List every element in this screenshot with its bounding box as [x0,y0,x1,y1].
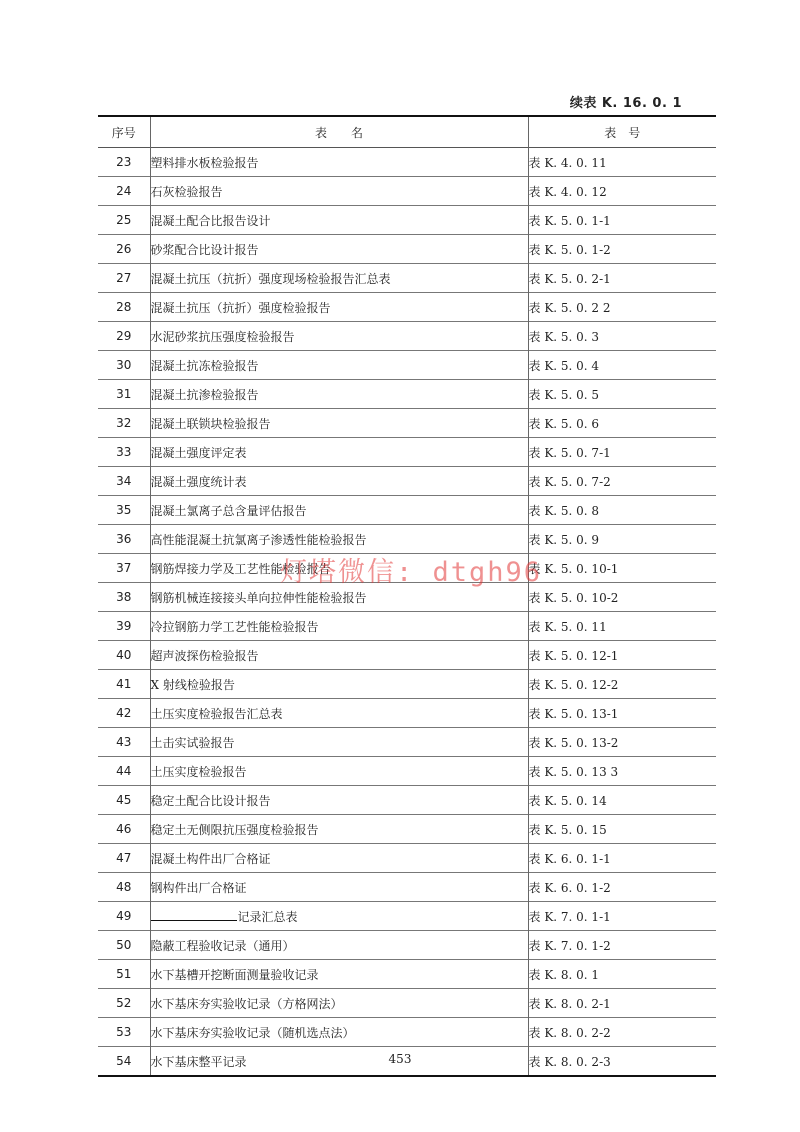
row-name-text: 稳定土无侧限抗压强度检验报告 [150,822,319,837]
row-name [150,699,528,728]
row-code: 表 K. 5. 0. 4 [528,351,716,380]
row-name-text: 土压实度检验报告汇总表 [150,706,283,721]
row-name [150,844,528,873]
row-code: 表 K. 4. 0. 12 [528,177,716,206]
table-row [98,902,716,931]
row-name-text: 钢筋机械连接接头单向拉伸性能检验报告 [150,590,367,605]
row-code: 表 K. 7. 0. 1-1 [528,902,716,931]
row-code: 表 K. 6. 0. 1-2 [528,873,716,902]
row-number: 36 [116,532,132,546]
row-code: 表 K. 5. 0. 11 [528,612,716,641]
row-name-text: 钢筋焊接力学及工艺性能检验报告 [150,561,331,576]
row-number: 46 [116,822,132,836]
row-number: 38 [116,590,132,604]
row-number: 49 [116,909,132,923]
row-name [150,989,528,1018]
table-body [98,148,716,1077]
row-name [150,960,528,989]
table-row [98,496,716,525]
page-number: 453 [388,1052,412,1066]
row-name-text: 混凝土强度评定表 [150,445,247,460]
row-number: 26 [116,242,132,256]
row-name-text: 混凝土氯离子总含量评估报告 [150,503,307,518]
row-code: 表 K. 4. 0. 11 [528,148,716,177]
row-number: 33 [116,445,132,459]
table-row [98,206,716,235]
row-number: 40 [116,648,132,662]
row-number: 53 [116,1025,132,1039]
row-name-text: 混凝土强度统计表 [150,474,247,489]
row-name [150,351,528,380]
row-number: 30 [116,358,132,372]
table-row [98,960,716,989]
row-number: 29 [116,329,132,343]
row-name-text: 水下基床整平记录 [150,1054,247,1069]
row-code: 表 K. 5. 0. 5 [528,380,716,409]
table-row [98,293,716,322]
table-row [98,786,716,815]
table-row [98,148,716,177]
table-row [98,989,716,1018]
row-code: 表 K. 5. 0. 7-2 [528,467,716,496]
row-name-text: 混凝土配合比报告设计 [150,213,271,228]
row-name-text: 水下基床夯实验收记录（方格网法） [150,996,343,1011]
row-name-text: X 射线检验报告 [150,677,235,692]
row-number: 31 [116,387,132,401]
row-name [150,902,528,931]
table-row [98,670,716,699]
row-name [150,322,528,351]
row-name-text: 混凝土抗渗检验报告 [150,387,259,402]
header-name: 表 名 [150,116,528,148]
row-code: 表 K. 8. 0. 2-1 [528,989,716,1018]
row-code: 表 K. 8. 0. 2-3 [528,1047,716,1077]
row-name [150,235,528,264]
row-name-text: 水下基槽开挖断面测量验收记录 [150,967,319,982]
table-row [98,177,716,206]
row-code: 表 K. 5. 0. 1-2 [528,235,716,264]
row-code: 表 K. 6. 0. 1-1 [528,844,716,873]
row-name [150,670,528,699]
row-code: 表 K. 8. 0. 2-2 [528,1018,716,1047]
row-name [150,264,528,293]
table-caption: 续表 K. 16. 0. 1 [569,96,682,111]
row-number: 48 [116,880,132,894]
table-row [98,322,716,351]
row-name-text: 超声波探伤检验报告 [150,648,259,663]
row-number: 34 [116,474,132,488]
table-row [98,641,716,670]
row-name [150,148,528,177]
row-code: 表 K. 5. 0. 6 [528,409,716,438]
row-name-text: 混凝土抗压（抗折）强度检验报告 [150,300,331,315]
row-name-text: 记录汇总表 [237,909,298,924]
row-name-text: 水下基床夯实验收记录（随机选点法） [150,1025,355,1040]
row-code: 表 K. 5. 0. 10-2 [528,583,716,612]
table-row [98,844,716,873]
row-name-text: 土压实度检验报告 [150,764,247,779]
row-number: 39 [116,619,132,633]
row-number: 44 [116,764,132,778]
row-name-text: 稳定土配合比设计报告 [150,793,271,808]
row-name-text: 高性能混凝土抗氯离子渗透性能检验报告 [150,532,367,547]
row-code: 表 K. 5. 0. 15 [528,815,716,844]
row-name [150,728,528,757]
row-name [150,409,528,438]
row-code: 表 K. 5. 0. 12-2 [528,670,716,699]
table-row [98,728,716,757]
row-name-text: 塑料排水板检验报告 [150,155,259,170]
row-name-text: 混凝土构件出厂合格证 [150,851,271,866]
table-row [98,409,716,438]
row-number: 41 [116,677,132,691]
row-name-text: 混凝土抗冻检验报告 [150,358,259,373]
table-row [98,699,716,728]
row-code: 表 K. 5. 0. 13 3 [528,757,716,786]
row-name [150,438,528,467]
row-number: 52 [116,996,132,1010]
table-row [98,235,716,264]
row-number: 25 [116,213,132,227]
table-row [98,612,716,641]
row-code: 表 K. 8. 0. 1 [528,960,716,989]
table-row [98,757,716,786]
row-code: 表 K. 5. 0. 7-1 [528,438,716,467]
row-name [150,496,528,525]
row-number: 23 [116,155,132,169]
row-number: 42 [116,706,132,720]
row-code: 表 K. 5. 0. 2-1 [528,264,716,293]
row-number: 45 [116,793,132,807]
row-number: 50 [116,938,132,952]
row-name [150,931,528,960]
row-name [150,786,528,815]
row-name-text: 冷拉钢筋力学工艺性能检验报告 [150,619,319,634]
header-code: 表 号 [528,116,716,148]
table-row [98,264,716,293]
row-code: 表 K. 5. 0. 2 2 [528,293,716,322]
row-name [150,467,528,496]
row-number: 37 [116,561,132,575]
row-name-text: 钢构件出厂合格证 [150,880,247,895]
row-name-text: 砂浆配合比设计报告 [150,242,259,257]
row-name-text: 石灰检验报告 [150,184,223,199]
fill-in-blank [151,908,237,921]
row-number: 54 [116,1054,132,1068]
row-number: 35 [116,503,132,517]
row-name-text: 水泥砂浆抗压强度检验报告 [150,329,295,344]
row-code: 表 K. 5. 0. 14 [528,786,716,815]
row-name [150,380,528,409]
row-code: 表 K. 5. 0. 13-2 [528,728,716,757]
table-list [98,115,716,1077]
row-code: 表 K. 5. 0. 13-1 [528,699,716,728]
row-name-text: 隐蔽工程验收记录（通用） [150,938,295,953]
row-code: 表 K. 5. 0. 3 [528,322,716,351]
row-name [150,757,528,786]
row-code: 表 K. 5. 0. 9 [528,525,716,554]
table-row [98,1018,716,1047]
row-name [150,815,528,844]
table-header-row [98,116,716,148]
row-name [150,612,528,641]
row-number: 27 [116,271,132,285]
row-code: 表 K. 7. 0. 1-2 [528,931,716,960]
table-row [98,438,716,467]
table-row [98,467,716,496]
row-name [150,177,528,206]
row-name [150,206,528,235]
row-code: 表 K. 5. 0. 10-1 [528,554,716,583]
row-number: 28 [116,300,132,314]
row-name [150,293,528,322]
row-code: 表 K. 5. 0. 12-1 [528,641,716,670]
table-row [98,815,716,844]
row-number: 51 [116,967,132,981]
row-number: 32 [116,416,132,430]
row-number: 47 [116,851,132,865]
table-row [98,380,716,409]
row-code: 表 K. 5. 0. 1-1 [528,206,716,235]
table-row [98,351,716,380]
table-row [98,931,716,960]
row-name-text: 混凝土抗压（抗折）强度现场检验报告汇总表 [150,271,391,286]
header-seq: 序号 [111,125,136,140]
row-name [150,641,528,670]
row-name [150,873,528,902]
row-number: 43 [116,735,132,749]
row-name-text: 混凝土联锁块检验报告 [150,416,271,431]
table-row [98,873,716,902]
row-name-text: 土击实试验报告 [150,735,235,750]
watermark-text: 灯塔微信: dtgh96 [280,557,543,588]
row-number: 24 [116,184,132,198]
row-name [150,1018,528,1047]
row-code: 表 K. 5. 0. 8 [528,496,716,525]
